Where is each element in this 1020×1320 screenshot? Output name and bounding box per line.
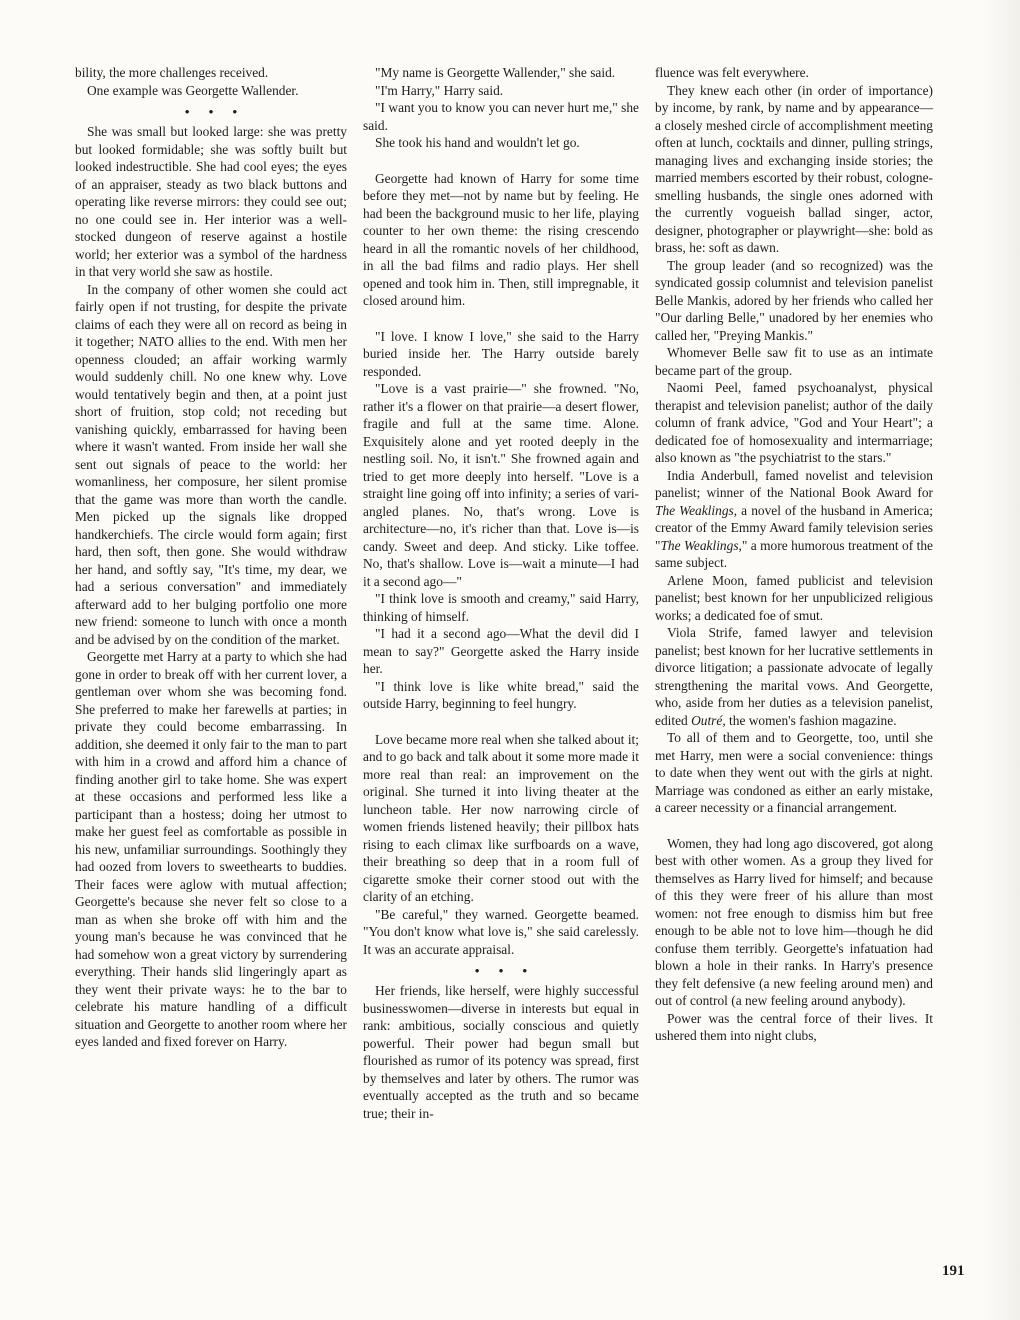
paragraph: "My name is Georgette Wallender," she said. bbox=[375, 65, 616, 80]
paragraph: She took his hand and wouldn't let go. bbox=[375, 135, 580, 150]
paragraph: Viola Strife, famed lawyer and television panelist; best known for her lucrative settlements in divorce litigation; a passionate advocate of legally strengthening the marital vows. And Georgette, who, aside from her duties as a television panelist, edited Outré, the women's fashion magazine. bbox=[655, 625, 933, 728]
paragraph: One example was Georgette Wallender. bbox=[87, 82, 299, 98]
paragraph: India Anderbull, famed novelist and television panelist; winner of the National Book Award for The Weaklings, a novel of the husband in America; creator of the Emmy Award family television series "The Weaklings," a more humorous treatment of the same subject. bbox=[655, 467, 934, 570]
paragraph: fluence was felt everywhere. bbox=[655, 65, 809, 80]
paragraph: They knew each other (in order of importance) by income, by rank, by name and by appearance—a closely meshed circle of accomplishment meeting often at lunch, cocktails and dinner, pulling strings, managing lives and exchanging inside stories; the married members escorted by their robust, cologne-smelling husbands, the single ones adorned with the currently vogueish ballad singer, actor, designer, photographer or playwright—she: bold as brass, he: soft as dawn. bbox=[655, 82, 933, 255]
paragraph: Georgette had known of Harry for some time before they met—not by name but by feeling. He had been the background music to her life, playing counter to her own theme: the rising crescendo heard in all the romantic novels of her childhood, in all the bad films and radio plays. Her shell opened and took him in. Then, still impregnable, it closed around him. bbox=[363, 170, 639, 308]
paragraph: She was small but looked large: she was pretty but looked formidable; she was softly built but looked indestructible. She had cool eyes; the eyes of an appraiser, steady as two black buttons and operating like reverse mirrors: they could see out; no one could see in. Her interior was a well-stocked dungeon of reserve against a hostile world; her exterior was a symbol of the hardness in that very world she saw as hostile. bbox=[75, 124, 347, 279]
paragraph: "I'm Harry," Harry said. bbox=[375, 82, 504, 98]
paragraph: Arlene Moon, famed publicist and television panelist; best known for her unpublicized religious works; a dedicated foe of smut. bbox=[655, 572, 933, 623]
paragraph: Women, they had long ago discovered, got along best with other women. As a group they lived for themselves as Harry lived for himself; and because of this they were freer of his allure than most women: not free enough to dismiss him but free enough to be able not to love him—though he did confuse them terribly. Georgette's infatuation had blown a hole in their ranks. In Harry's presence they felt defensive (a new feeling around men) and out of control (a new feeling around anybody). bbox=[655, 835, 933, 1008]
paragraph: bility, the more challenges received. bbox=[75, 65, 269, 80]
paragraph: "I think love is smooth and creamy," said Harry, thinking of himself. bbox=[363, 591, 639, 624]
paragraph: Whomever Belle saw fit to use as an intimate became part of the group. bbox=[655, 345, 933, 378]
italic-title: The Weaklings bbox=[655, 502, 734, 518]
text-column-1 bbox=[75, 64, 347, 1051]
page-edge-shadow bbox=[986, 0, 1020, 1320]
text-column-3 bbox=[655, 64, 933, 1045]
paragraph: Georgette met Harry at a party to which she had gone in order to break off with her current lover, a gentleman over whom she was becoming fond. She preferred to make her farewells at parties; in private they could become embarrassing. In addition, she deemed it only fair to the man to part with him in a crowd and afford him a chance of finding another girl to take home. She was expert at these occasions and performed less like a participant than a hostess; doing her utmost to make her guest feel as comfortable as possible in his new, unfamiliar surroundings. Soothingly they had oozed from lovers to sweethearts to buddies. Their faces were aglow with mutual affection; Georgette's because she never felt so close to a man as when she broke off with him and the young man's because he was convinced that he had somehow won a great victory by surrendering everything. Their hands slid lingeringly apart as they went their private ways: he to the bar to celebrate his mature handling of a difficult situation and Georgette to another room where her eyes landed and fixed forever on Harry. bbox=[75, 649, 347, 1049]
paragraph: Naomi Peel, famed psychoanalyst, physical therapist and television panelist; author of the daily column of frank advice, "God and Your Heart"; a dedicated foe of homosexuality and intermarriage; also known as "the psychiatrist to the stars." bbox=[655, 380, 933, 465]
paragraph: To all of them and to Georgette, too, until she met Harry, men were a social convenience: things to date when they went out with the girls at night. Marriage was condoned as either an early mistake, a career necessity or a financial arrangement. bbox=[655, 730, 933, 815]
paragraph: Love became more real when she talked about it; and to go back and talk about it some more made it more real than real: an improvement on the original. She turned it into living theater at the luncheon table. Her now narrowing circle of women friends listened heavily; their pillbox hats rising to each climax like surfboards on a wave, their breathing so deep that in a room full of cigarette smoke their corner stood out with the clarity of an etching. bbox=[363, 731, 639, 904]
paragraph: Her friends, like herself, were highly successful businesswomen—diverse in interests but equal in rank: ambitious, socially conscious and quietly powerful. Their power had begun small but flourished as rumor of its potency was spread, first by themselves and later by others. The rumor was eventually accepted as the truth and so became true; their in- bbox=[363, 983, 639, 1121]
section-separator: • • • bbox=[474, 963, 536, 978]
italic-title: Outré bbox=[691, 712, 723, 728]
paragraph: Power was the central force of their lives. It ushered them into night clubs, bbox=[655, 1010, 933, 1043]
paragraph: "I had it a second ago—What the devil did I mean to say?" Georgette asked the Harry inside her. bbox=[363, 626, 639, 676]
paragraph: "Love is a vast prairie—" she frowned. "No, rather it's a flower on that prairie—a desert flower, fragile and full at the same time. Alone. Exquisitely alone and yet rooted deeply in the nestling soil. No, it isn't." She frowned again and tried to get more deeply into herself. "Love is a straight line going off into infinity; a series of vari-angled planes. No, that's wrong. Love is architecture—no, it's richer than that. Love is—is candy. Sweet and deep. And sticky. Like toffee. No, that's shallow. Love is—wait a minute—I had it a second ago—" bbox=[363, 381, 639, 589]
italic-title: The Weaklings bbox=[660, 537, 739, 553]
paragraph: "I love. I know I love," she said to the Harry buried inside her. The Harry outside barely responded. bbox=[363, 328, 639, 379]
paragraph: "Be careful," they warned. Georgette beamed. "You don't know what love is," she said carelessly. It was an accurate appraisal. bbox=[363, 906, 639, 957]
paragraph: In the company of other women she could act fairly open if not trusting, for despite the private claims of each they were all on record as being in it together; NATO allies to the end. With men her openness clouded; an affair working warmly would suddenly chill. No one knew why. Love would tentatively begin and then, at a point just short of fruition, stop cold; not receding but vanishing quickly, embarrassed for having been where it wasn't wanted. From inside her wall she sent out signals of peace to the world: her womanliness, her composure, her silent promise that the game was more than worth the candle. Men picked up the signals like dropped handkerchiefs. The circle would form again; first hard, then soft, then gone. She would withdraw her hand, and softly say, "It's time, my dear, we had a serious conversation" and immediately afterward add to her bulging portfolio one more new friend: someone to lunch with once a month and be advised by on the condition of the market. bbox=[75, 281, 347, 647]
section-separator: • • • bbox=[184, 104, 246, 119]
paragraph: The group leader (and so recognized) was the syndicated gossip columnist and television panelist Belle Mankis, adored by her friends who called her "Our darling Belle," unadored by her enemies who called her, "Preying Mankis." bbox=[655, 257, 933, 343]
text-column-2 bbox=[363, 64, 639, 1122]
paragraph: "I want you to know you can never hurt me," she said. bbox=[363, 100, 639, 133]
page-number: 191 bbox=[942, 1263, 965, 1279]
paragraph: "I think love is like white bread," said the outside Harry, beginning to feel hungry. bbox=[363, 678, 639, 711]
